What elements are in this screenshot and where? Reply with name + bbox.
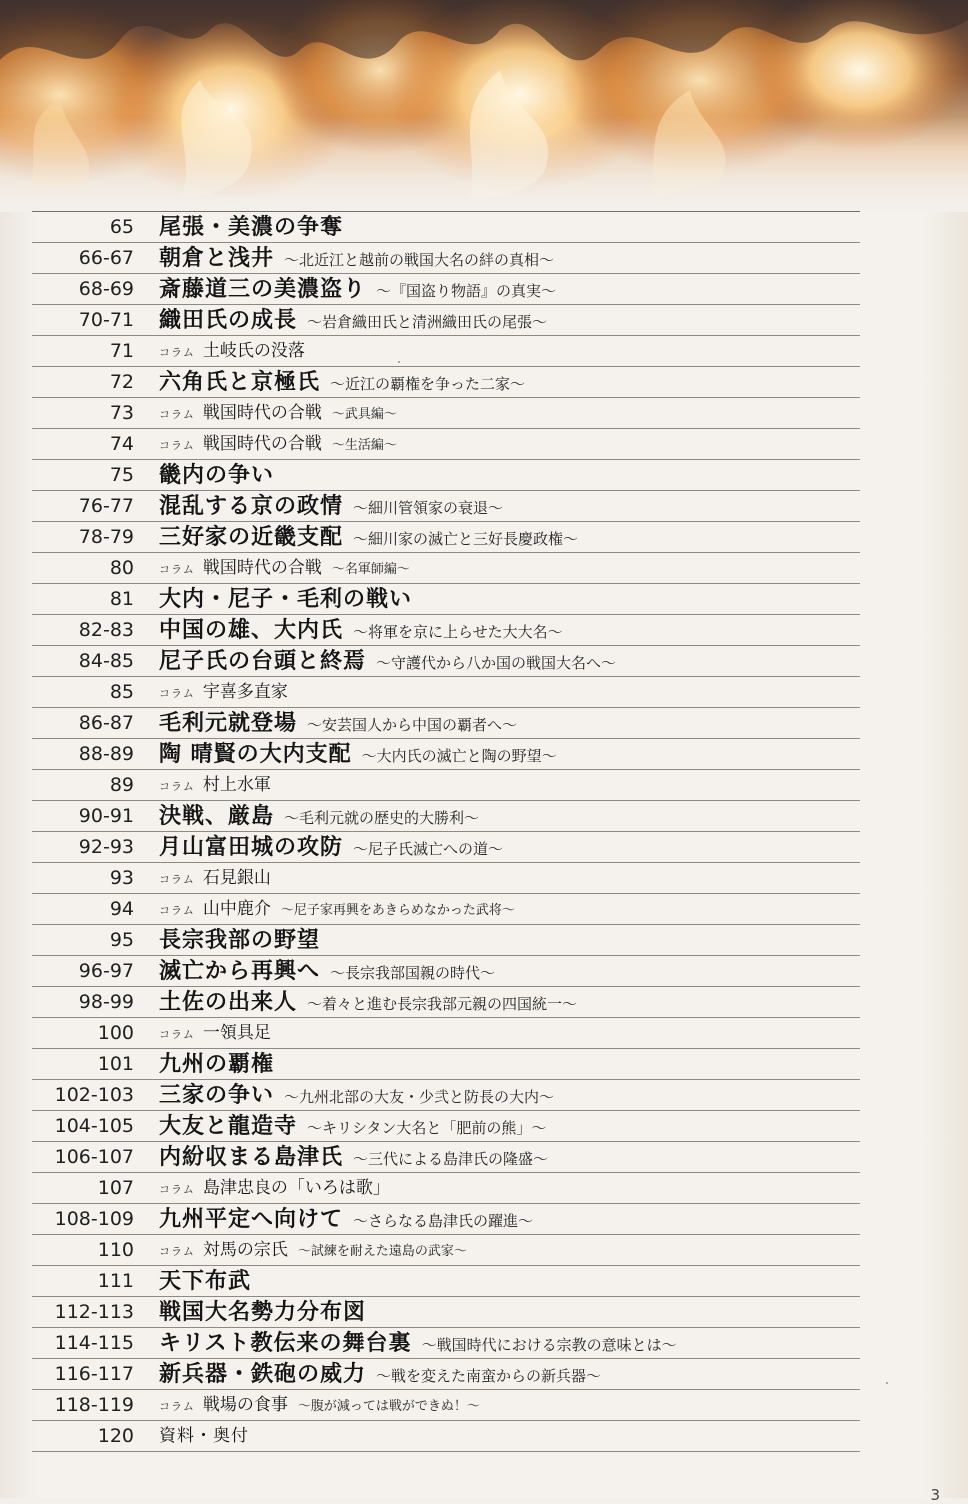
toc-entry <box>159 492 503 522</box>
toc-row <box>32 553 860 584</box>
toc-entry <box>159 678 288 708</box>
toc-page-number: 102-103 <box>54 1084 134 1106</box>
toc-title: 宇喜多直家 <box>202 682 288 702</box>
toc-entry <box>159 399 397 429</box>
toc-title: 戦国時代の合戦 <box>202 434 322 454</box>
toc-page-number: 70-71 <box>78 309 134 331</box>
toc-row <box>32 1018 860 1049</box>
toc-page-number: 80 <box>109 557 134 579</box>
toc-page-number: 92-93 <box>78 836 134 858</box>
toc-title: 戦国大名勢力分布図 <box>159 1299 367 1325</box>
toc-title: 天下布武 <box>159 1268 252 1294</box>
toc-page-number: 108-109 <box>54 1208 134 1230</box>
toc-page-number: 76-77 <box>78 495 134 517</box>
toc-row <box>32 1080 860 1111</box>
toc-row <box>32 832 860 863</box>
toc-row <box>32 305 860 336</box>
toc-row <box>32 367 860 398</box>
toc-page-number: 85 <box>109 681 134 703</box>
toc-entry <box>159 1360 601 1390</box>
column-label: コラム <box>159 1245 195 1258</box>
toc-subtitle: ～長宗我部国親の時代～ <box>330 964 496 982</box>
toc-entry <box>159 1391 480 1421</box>
toc-entry <box>159 1329 677 1359</box>
column-label: コラム <box>159 346 195 359</box>
toc-row <box>32 646 860 677</box>
toc-subtitle: ～戦を変えた南蛮からの新兵器～ <box>376 1367 602 1385</box>
paper-speck <box>398 361 400 363</box>
toc-entry <box>159 1298 366 1328</box>
toc-title: 村上水軍 <box>202 775 271 795</box>
toc-title: 長宗我部の野望 <box>159 927 321 953</box>
toc-entry <box>159 616 563 646</box>
toc-row <box>32 894 860 925</box>
page-number: 3 <box>930 1486 940 1504</box>
toc-page-number: 95 <box>109 929 134 951</box>
toc-row <box>32 584 860 615</box>
toc-title: 石見銀山 <box>202 868 271 888</box>
toc-entry <box>159 988 577 1018</box>
toc-page-number: 93 <box>109 867 134 889</box>
toc-entry <box>159 647 616 677</box>
toc-title: 九州の覇権 <box>159 1051 275 1077</box>
toc-subtitle: ～岩倉織田氏と清洲織田氏の尾張～ <box>307 313 548 331</box>
toc-page-number: 68-69 <box>78 278 134 300</box>
toc-page-number: 118-119 <box>54 1394 134 1416</box>
toc-subtitle: ～尼子氏滅亡への道～ <box>353 840 504 858</box>
toc-entry <box>159 430 397 460</box>
toc-subtitle: ～大内氏の滅亡と陶の野望～ <box>361 747 557 765</box>
toc-entry <box>159 1267 251 1297</box>
toc-page-number: 84-85 <box>78 650 134 672</box>
toc-subtitle: ～守護代から八か国の戦国大名へ～ <box>376 654 617 672</box>
toc-subtitle: ～着々と進む長宗我部元親の四国統一～ <box>307 995 578 1013</box>
toc-entry <box>159 864 271 894</box>
toc-title: 朝倉と浅井 <box>159 245 275 271</box>
toc-subtitle: ～戦国時代における宗教の意味とは～ <box>421 1336 677 1354</box>
toc-page-number: 86-87 <box>78 712 134 734</box>
toc-page-number: 104-105 <box>54 1115 134 1137</box>
toc-row <box>32 1359 860 1390</box>
toc-entry <box>159 771 271 801</box>
toc-title: 戦国時代の合戦 <box>202 403 322 423</box>
toc-row <box>32 615 860 646</box>
toc-title: 畿内の争い <box>159 462 275 488</box>
toc-title: 資料・奥付 <box>159 1426 249 1446</box>
toc-title: 土佐の出来人 <box>159 989 298 1015</box>
toc-page-number: 96-97 <box>78 960 134 982</box>
toc-row <box>32 863 860 894</box>
toc-entry <box>159 1236 467 1266</box>
toc-title: キリスト教伝来の舞台裏 <box>159 1330 412 1356</box>
toc-title: 山中鹿介 <box>202 899 271 919</box>
toc-entry <box>159 1422 249 1450</box>
toc-entry <box>159 926 320 956</box>
toc-row <box>32 1142 860 1173</box>
toc-title: 一領具足 <box>202 1023 271 1043</box>
toc-title: 戦国時代の合戦 <box>202 558 322 578</box>
toc-row <box>32 1328 860 1359</box>
toc-subtitle: ～安芸国人から中国の覇者へ～ <box>307 716 518 734</box>
toc-entry <box>159 1050 274 1080</box>
toc-entry <box>159 523 578 553</box>
toc-page-number: 114-115 <box>54 1332 134 1354</box>
toc-title: 新兵器・鉄砲の威力 <box>159 1361 367 1387</box>
column-label: コラム <box>159 563 195 576</box>
toc-row <box>32 1111 860 1142</box>
toc-entry <box>159 213 343 243</box>
toc-subtitle: ～九州北部の大友・少弐と防長の大内～ <box>284 1088 555 1106</box>
toc-entry <box>159 244 554 274</box>
toc-entry <box>159 895 515 925</box>
toc-subtitle: ～細川管領家の衰退～ <box>353 499 504 517</box>
toc-subtitle: ～試練を耐えた遠島の武家～ <box>297 1244 467 1259</box>
toc-title: 月山富田城の攻防 <box>159 834 344 860</box>
toc-title: 中国の雄、大内氏 <box>159 617 344 643</box>
toc-entry <box>159 802 479 832</box>
column-label: コラム <box>159 687 195 700</box>
toc-title: 混乱する京の政情 <box>159 493 344 519</box>
column-label: コラム <box>159 408 195 421</box>
toc-row <box>32 1173 860 1204</box>
toc-row <box>32 956 860 987</box>
toc-subtitle: ～北近江と越前の戦国大名の絆の真相～ <box>284 251 555 269</box>
toc-title: 対馬の宗氏 <box>202 1240 288 1260</box>
toc-page-number: 66-67 <box>78 247 134 269</box>
toc-entry <box>159 709 517 739</box>
toc-subtitle: ～キリシタン大名と「肥前の熊」～ <box>307 1119 547 1137</box>
toc-subtitle: ～将軍を京に上らせた大大名～ <box>353 623 563 641</box>
toc-title: 大内・尼子・毛利の戦い <box>159 586 413 612</box>
toc-page-number: 72 <box>109 371 134 393</box>
toc-page-number: 100 <box>97 1022 134 1044</box>
toc-subtitle: ～腹が減っては戦ができぬ！～ <box>297 1399 480 1414</box>
toc-page-number: 74 <box>109 433 134 455</box>
toc-row <box>32 429 860 460</box>
toc-title: 斎藤道三の美濃盗り <box>159 276 367 302</box>
column-label: コラム <box>159 873 195 886</box>
column-label: コラム <box>159 780 195 793</box>
toc-title: 決戦、厳島 <box>159 803 275 829</box>
toc-row <box>32 801 860 832</box>
toc-title: 滅亡から再興へ <box>159 958 321 984</box>
toc-row <box>32 708 860 739</box>
toc-row <box>32 739 860 770</box>
toc-title: 九州平定へ向けて <box>159 1206 344 1232</box>
toc-row <box>32 460 860 491</box>
toc-page-number: 71 <box>109 340 134 362</box>
toc-page-number: 89 <box>109 774 134 796</box>
toc-entry <box>159 833 503 863</box>
toc-page-number: 73 <box>109 402 134 424</box>
toc-page-number: 78-79 <box>78 526 134 548</box>
toc-row <box>32 677 860 708</box>
toc-title: 三家の争い <box>159 1082 275 1108</box>
column-label: コラム <box>159 1028 195 1041</box>
toc-entry <box>159 585 412 615</box>
toc-entry <box>159 1174 390 1204</box>
toc-entry <box>159 1205 533 1235</box>
toc-page-number: 107 <box>97 1177 134 1199</box>
toc-title: 三好家の近畿支配 <box>159 524 344 550</box>
toc-row <box>32 770 860 801</box>
column-label: コラム <box>159 439 195 452</box>
toc-page-number: 110 <box>97 1239 134 1261</box>
column-label: コラム <box>159 1400 195 1413</box>
toc-page-number: 81 <box>109 588 134 610</box>
toc-subtitle: ～尼子家再興をあきらめなかった武将～ <box>280 903 515 918</box>
toc-page-number: 94 <box>109 898 134 920</box>
toc-page-number: 65 <box>109 216 134 238</box>
toc-entry <box>159 740 557 770</box>
toc-subtitle: ～三代による島津氏の隆盛～ <box>353 1150 549 1168</box>
toc-row <box>32 491 860 522</box>
toc-subtitle: ～『国盗り物語』の真実～ <box>376 282 557 300</box>
toc-row <box>32 212 860 243</box>
toc-row <box>32 522 860 553</box>
toc-row <box>32 336 860 367</box>
toc-title: 織田氏の成長 <box>159 307 298 333</box>
toc-title: 大友と龍造寺 <box>159 1113 298 1139</box>
toc-subtitle: ～近江の覇権を争った二家～ <box>330 375 526 393</box>
toc-page-number: 98-99 <box>78 991 134 1013</box>
toc-page-number: 111 <box>97 1270 134 1292</box>
toc-title: 六角氏と京極氏 <box>159 369 321 395</box>
toc-title: 尼子氏の台頭と終焉 <box>159 648 367 674</box>
toc-page-number: 120 <box>97 1425 134 1447</box>
toc-title: 土岐氏の没落 <box>202 341 305 361</box>
column-label: コラム <box>159 904 195 917</box>
toc-entry <box>159 368 525 398</box>
toc-page-number: 106-107 <box>54 1146 134 1168</box>
toc-entry <box>159 957 495 987</box>
toc-title: 戦場の食事 <box>202 1395 288 1415</box>
toc-row <box>32 274 860 305</box>
toc-title: 陶 晴賢の大内支配 <box>159 741 352 767</box>
table-of-contents <box>32 211 860 1452</box>
toc-subtitle: ～生活編～ <box>331 438 397 453</box>
toc-row <box>32 1421 860 1452</box>
toc-page-number: 90-91 <box>78 805 134 827</box>
toc-row <box>32 1390 860 1421</box>
toc-page-number: 116-117 <box>54 1363 134 1385</box>
column-label: コラム <box>159 1183 195 1196</box>
toc-page-number: 112-113 <box>54 1301 134 1323</box>
flame-header-image <box>0 0 968 212</box>
toc-subtitle: ～細川家の滅亡と三好長慶政権～ <box>353 530 579 548</box>
toc-row <box>32 398 860 429</box>
toc-row <box>32 987 860 1018</box>
toc-title: 毛利元就登場 <box>159 710 298 736</box>
toc-row <box>32 925 860 956</box>
toc-page-number: 101 <box>97 1053 134 1075</box>
toc-row <box>32 1049 860 1080</box>
toc-row <box>32 1266 860 1297</box>
toc-entry <box>159 1081 554 1111</box>
toc-row <box>32 1297 860 1328</box>
toc-row <box>32 1235 860 1266</box>
toc-page-number: 88-89 <box>78 743 134 765</box>
toc-page-number: 75 <box>109 464 134 486</box>
toc-entry <box>159 554 410 584</box>
toc-subtitle: ～武具編～ <box>331 407 397 422</box>
toc-subtitle: ～毛利元就の歴史的大勝利～ <box>284 809 480 827</box>
toc-page-number: 82-83 <box>78 619 134 641</box>
toc-entry <box>159 337 305 367</box>
toc-row <box>32 1204 860 1235</box>
toc-entry <box>159 1143 548 1173</box>
toc-entry <box>159 275 556 305</box>
toc-entry <box>159 461 274 491</box>
paper-speck <box>886 1382 888 1384</box>
toc-entry <box>159 1112 546 1142</box>
toc-entry <box>159 306 547 336</box>
toc-subtitle: ～さらなる島津氏の躍進～ <box>353 1212 534 1230</box>
toc-entry <box>159 1019 271 1049</box>
toc-subtitle: ～名軍師編～ <box>331 562 410 577</box>
toc-row <box>32 243 860 274</box>
toc-title: 内紛収まる島津氏 <box>159 1144 344 1170</box>
toc-title: 尾張・美濃の争奪 <box>159 214 344 240</box>
toc-title: 島津忠良の「いろは歌」 <box>202 1178 390 1198</box>
